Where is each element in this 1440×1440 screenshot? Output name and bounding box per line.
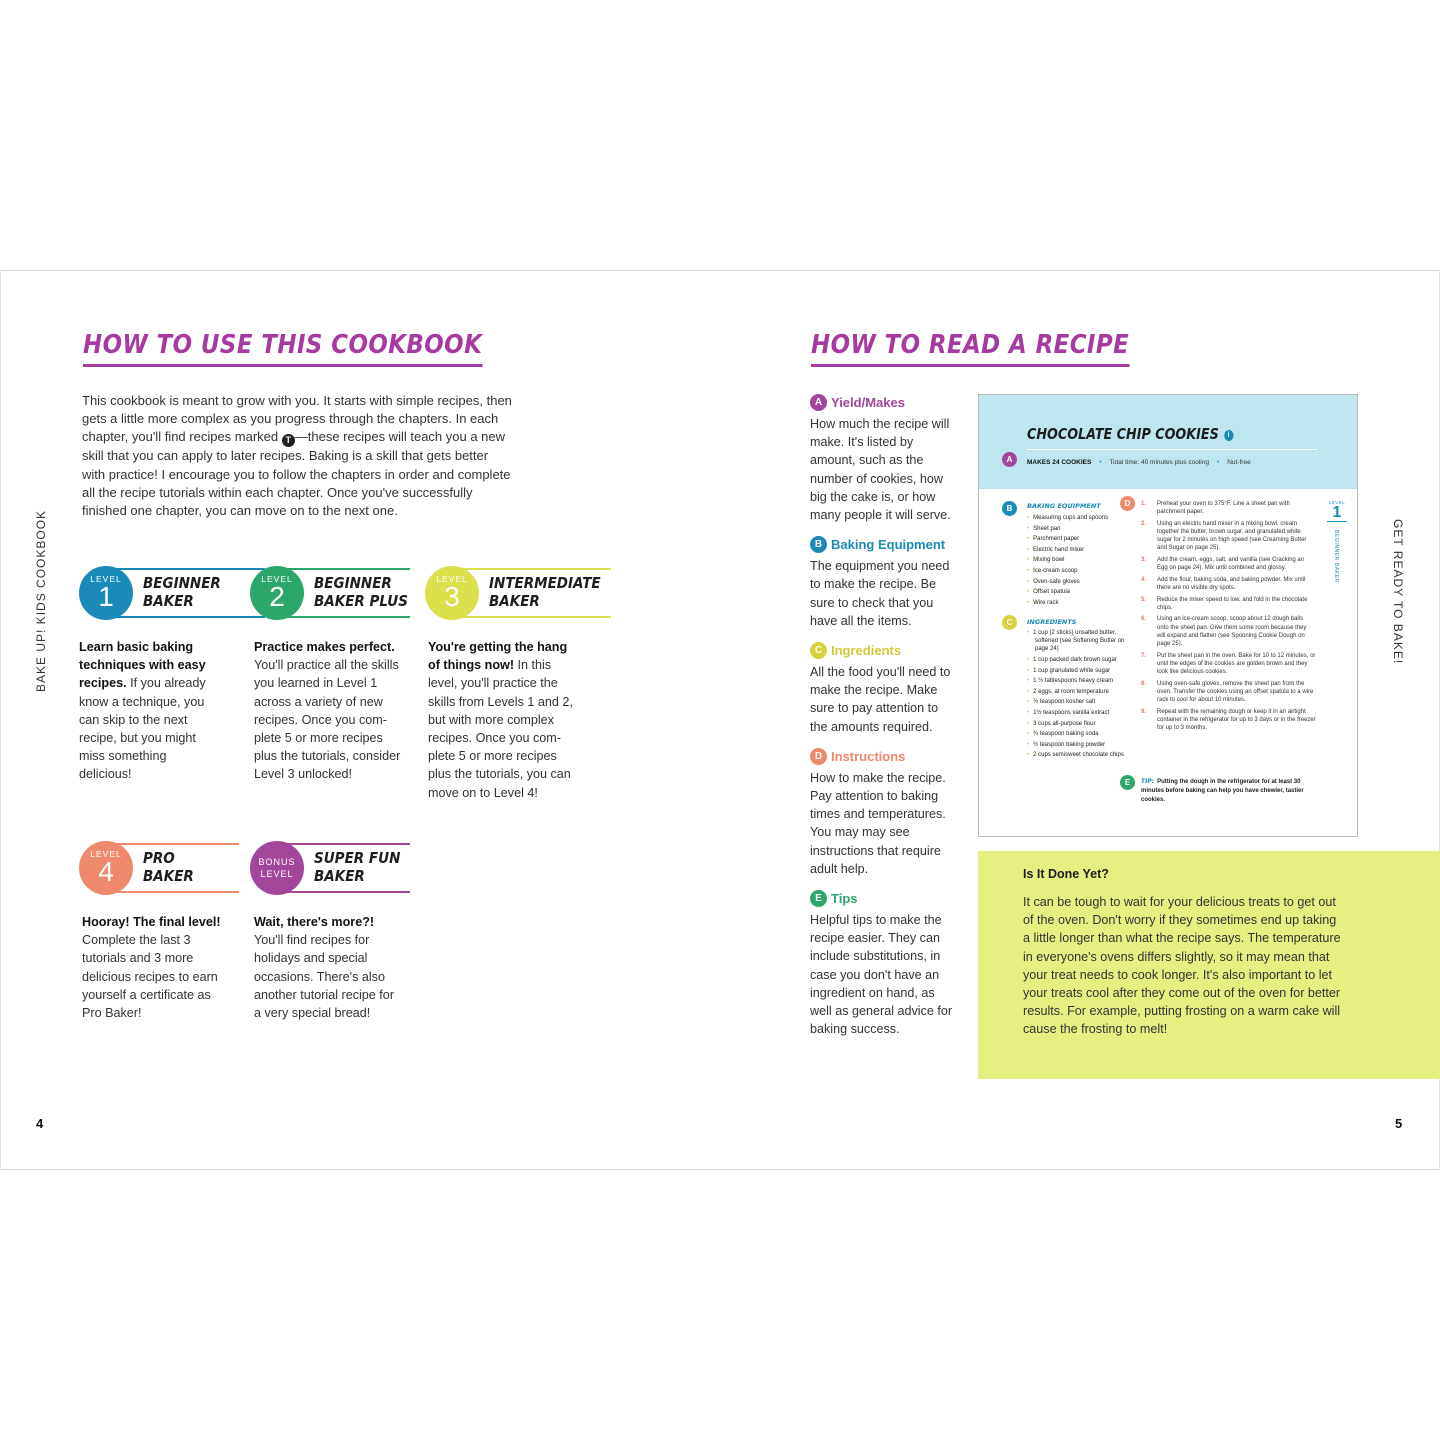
- level-4-title: [143, 849, 194, 885]
- bonus-level-title-line-1: SUPER FUN: [314, 849, 401, 867]
- equipment-item: • Mixing bowl: [1035, 555, 1125, 566]
- recipe-title-rule: [1027, 449, 1317, 450]
- step-text: Put the sheet pan in the oven. Bake for 10 to 12 minutes, or until the edges of the cookies are golden brown and they look like delicious cookies.: [1157, 652, 1316, 675]
- letter-e-icon: E: [810, 890, 827, 907]
- recipe-diet: Nut-free: [1227, 459, 1251, 466]
- level-2-number: 2: [269, 581, 285, 612]
- tutorial-info-icon: i: [1224, 430, 1233, 441]
- meta-separator-dot: •: [1099, 459, 1102, 466]
- step-text: Repeat with the remaining dough or keep it in an airtight container in the refrigerator for up to 3 days or in the freezer for up to 3 months.: [1157, 708, 1316, 731]
- recipe-parts-list: [810, 394, 960, 1050]
- recipe-meta: [1027, 459, 1251, 466]
- step-text: Add the cream, eggs, salt, and vanilla (see Cracking an Egg on page 24). Mix until combined and glossy.: [1157, 557, 1305, 572]
- step-number: 6.: [1141, 616, 1147, 623]
- level-1-body: If you already know a technique, you can skip to the next recipe, but you might miss something delicious!: [79, 676, 206, 782]
- step-number: 8.: [1141, 680, 1147, 687]
- instruction-step: [1141, 680, 1316, 705]
- level-1-title-line-2: BAKER: [143, 592, 194, 610]
- bonus-level-title: [314, 849, 400, 885]
- part-tips-text: Helpful tips to make the recipe easier. They can include substitutions, in case you don't have an ingredient on hand, as well as general advice for baking success.: [810, 913, 953, 1037]
- left-page-number: 4: [36, 1116, 44, 1131]
- level-4-tag: LEVEL: [90, 849, 122, 859]
- part-ingredients-title: Ingredients: [831, 643, 902, 659]
- level-2-title: [314, 574, 408, 610]
- recipe-yield: MAKES 24 COOKIES: [1027, 459, 1092, 466]
- ingredient-item: • ½ teaspoon baking powder: [1035, 741, 1131, 749]
- level-4-title-line-2: BAKER: [143, 867, 194, 885]
- part-ingredients-text: All the food you'll need to make the recipe. Make sure to pay attention to the amounts required.: [810, 665, 951, 734]
- equipment-heading: BAKING EQUIPMENT: [1027, 502, 1101, 510]
- step-number: 3.: [1141, 557, 1147, 563]
- tutorial-mark-icon: T: [282, 434, 295, 447]
- level-4-number: 4: [98, 856, 114, 887]
- instruction-step: [1141, 520, 1316, 553]
- step-text: Reduce the mixer speed to low, and fold in the chocolate chips.: [1157, 596, 1308, 611]
- part-yield-text: How much the recipe will make. It's listed by amount, such as the number of cookies, how big the cake is, or how many people it will serve.: [810, 417, 951, 523]
- right-page-heading: HOW TO READ A RECIPE: [811, 330, 1129, 367]
- level-3-number: 3: [444, 581, 460, 612]
- level-3-badge: [425, 566, 479, 620]
- ingredient-item: • 1 ½ tablespoons heavy cream: [1035, 677, 1131, 685]
- equipment-item: • Ice-cream scoop: [1035, 566, 1125, 577]
- level-1-lead: Learn basic baking techniques with easy recipes.: [79, 640, 206, 691]
- level-4-body: Complete the last 3 tutorials and 3 more delicious recipes to earn yourself a certificate as Pro Baker!: [82, 933, 218, 1021]
- bonus-level-tag-2: LEVEL: [260, 869, 294, 879]
- equipment-item: • Wire rack: [1035, 598, 1125, 609]
- equipment-item: • Oven-safe gloves: [1035, 577, 1125, 588]
- intro-text-end: —these recipes will teach you a new skill that you can apply to later recipes. Baking is a skill that gets better with practice! I encourage you to follow the chapters in order and complete all the recipe tutorials within each chapter. Once you've successfully finished one chapter, you can move on to the next one.: [82, 429, 511, 519]
- bonus-level-lead: Wait, there's more?!: [254, 915, 375, 929]
- level-2-title-line-1: BEGINNER: [314, 574, 392, 592]
- equipment-item: • Sheet pan: [1035, 524, 1125, 535]
- step-text: Using an ice-cream scoop, scoop about 12 dough balls onto the sheet pan. Give them some room because they will expand and flatten (see Spooning Cookie Dough on page 25).: [1157, 616, 1307, 647]
- part-yield: [810, 394, 960, 524]
- recipe-tip: [1141, 777, 1321, 805]
- equipment-list: [1035, 513, 1125, 608]
- recipe-level-tag: LEVEL: [1328, 500, 1346, 505]
- bonus-level-description: [254, 913, 404, 1022]
- recipe-level-name: BEGINNER BAKER: [1333, 530, 1339, 583]
- level-3-description: [428, 638, 578, 802]
- marker-b-icon: B: [1002, 501, 1017, 516]
- equipment-item: • Measuring cups and spoons: [1035, 513, 1125, 524]
- part-equipment: [810, 536, 960, 630]
- step-number: 2.: [1141, 520, 1147, 527]
- level-3-title-line-2: BAKER: [489, 592, 540, 610]
- left-page-heading: HOW TO USE THIS COOKBOOK: [83, 330, 482, 367]
- step-number: 1.: [1141, 501, 1147, 507]
- letter-b-icon: B: [810, 536, 827, 553]
- step-text: Preheat your oven to 375°F. Line a sheet pan with parchment paper.: [1157, 501, 1290, 516]
- recipe-title: [1027, 425, 1233, 443]
- part-yield-label: [810, 394, 960, 411]
- part-tips-label: [810, 890, 960, 907]
- part-equipment-title: Baking Equipment: [831, 537, 946, 553]
- done-yet-heading: Is It Done Yet?: [1023, 867, 1109, 881]
- equipment-item: • Offset spatula: [1035, 587, 1125, 598]
- recipe-title-text: CHOCOLATE CHIP COOKIES: [1027, 425, 1219, 443]
- level-1-description: [79, 638, 219, 784]
- part-ingredients: [810, 642, 960, 736]
- instruction-step: [1141, 500, 1316, 516]
- part-instructions-title: Instructions: [831, 748, 906, 764]
- level-4-title-line-1: PRO: [143, 849, 175, 867]
- step-text: Add the flour, baking soda, and baking powder. Mix until there are no visible dry spots.: [1157, 576, 1306, 591]
- ingredient-item: • 3 cups all-purpose flour: [1035, 720, 1131, 728]
- level-3-title-line-1: INTERMEDIATE: [489, 574, 601, 592]
- level-4-badge: [79, 841, 133, 895]
- marker-a-icon: A: [1002, 452, 1017, 467]
- step-text: Using oven-safe gloves, remove the sheet pan from the oven. Transfer the cookies using an offset spatula to a wire rack to cool for about 10 minutes.: [1157, 680, 1314, 703]
- step-text: Using an electric hand mixer in a mixing bowl, cream together the butter, brown sugar, and granulated white sugar for 2 minutes on high speed (see Creaming Butter and Sugar on page 25).: [1157, 520, 1307, 552]
- level-3-lead: You're getting the hang of things now!: [428, 640, 568, 673]
- recipe-tip-text: Putting the dough in the refrigerator for at least 30 minutes before baking can help you have chewier, tastier cookies.: [1141, 779, 1304, 803]
- level-3-tag: LEVEL: [436, 574, 468, 584]
- level-4-description: [82, 913, 232, 1022]
- part-instructions-label: [810, 748, 960, 765]
- bonus-level-title-line-2: BAKER: [314, 867, 365, 885]
- right-spine-title: GET READY TO BAKE!: [1391, 519, 1405, 665]
- instruction-step: [1141, 556, 1316, 572]
- bonus-level-badge: [250, 841, 304, 895]
- recipe-time: Total time: 40 minutes plus cooling: [1109, 459, 1209, 466]
- marker-d-icon: D: [1120, 496, 1135, 511]
- level-1-badge: [79, 566, 133, 620]
- ingredient-item: • ½ teaspoon kosher salt: [1035, 698, 1131, 706]
- ingredients-heading: INGREDIENTS: [1027, 618, 1077, 626]
- left-spine-title: BAKE UP! KIDS COOKBOOK: [34, 509, 48, 692]
- level-2-description: [254, 638, 404, 784]
- equipment-item: • Parchment paper: [1035, 534, 1125, 545]
- part-yield-title: Yield/Makes: [831, 395, 905, 410]
- ingredient-item: • 2 cups semisweet chocolate chips: [1035, 751, 1131, 759]
- part-ingredients-label: [810, 642, 960, 659]
- part-equipment-label: [810, 536, 960, 553]
- step-number: 7.: [1141, 652, 1147, 659]
- ingredient-item: • ¾ teaspoon baking soda: [1035, 730, 1131, 738]
- step-number: 5.: [1141, 596, 1147, 603]
- ingredient-item: • 2 eggs, at room temperature: [1035, 688, 1131, 696]
- ingredient-item: • 1 cup granulated white sugar: [1035, 667, 1131, 675]
- part-instructions-text: How to make the recipe. Pay attention to baking times and temperatures. You may may see instructions that require adult help.: [810, 770, 946, 876]
- recipe-level-marker: [1327, 500, 1347, 583]
- part-equipment-text: The equipment you need to make the recipe. Be sure to check that you have all the items.: [810, 559, 950, 628]
- level-2-tag: LEVEL: [261, 574, 293, 584]
- part-tips-title: Tips: [831, 891, 858, 907]
- letter-a-icon: A: [810, 394, 827, 411]
- step-number: 9.: [1141, 708, 1147, 715]
- level-1-title: [143, 574, 221, 610]
- bonus-level-tag-1: BONUS: [258, 857, 296, 867]
- bonus-level-body: You'll find recipes for holidays and special occasions. There's also another tutorial recipe for a very special bread!: [254, 933, 395, 1021]
- part-instructions: [810, 748, 960, 878]
- recipe-level-number: 1: [1327, 505, 1347, 522]
- marker-c-icon: C: [1002, 615, 1017, 630]
- right-page-number: 5: [1395, 1116, 1403, 1131]
- sample-recipe-page: [978, 394, 1358, 837]
- equipment-item: • Electric hand mixer: [1035, 545, 1125, 556]
- done-yet-sidebar: [978, 851, 1440, 1079]
- instruction-step: [1141, 615, 1316, 648]
- instruction-step: [1141, 708, 1316, 733]
- meta-separator-dot: •: [1216, 459, 1220, 466]
- instructions-list: [1141, 500, 1316, 736]
- level-3-body: In this level, you'll practice the skills from Levels 1 and 2, but with more complex recipes. Once you complete 5 or more recipes plus the tutorials, you can move on to Level 4!: [428, 658, 573, 800]
- ingredients-list: [1035, 629, 1131, 762]
- part-tips: [810, 890, 960, 1038]
- done-yet-text: It can be tough to wait for your delicious treats to get out of the oven. Don't worry if they sometimes end up taking a little longer than what the recipe says. The temperature in everyone's ovens differs slightly, so it may mean that your treat needs to cook longer. It's also important to let your treats cool after they come out of the oven for better results. For example, putting frosting on a warm cake will cause the frosting to melt!: [1023, 895, 1341, 1037]
- instruction-step: [1141, 596, 1316, 612]
- level-3-title: [489, 574, 601, 610]
- level-2-title-line-2: BAKER PLUS: [314, 592, 408, 610]
- level-2-badge: [250, 566, 304, 620]
- intro-paragraph: [82, 392, 512, 520]
- intro-text-start: This cookbook is meant to grow with you. It starts with simple recipes, then gets a little more complex as you progress through the chapters. In each chapter, you'll find recipes marked: [82, 393, 512, 445]
- ingredient-item: • 1½ teaspoons vanilla extract: [1035, 709, 1131, 717]
- level-2-body: You'll practice all the skills you learned in Level 1 across a variety of new recipes. Once you complete 5 or more recipes plus the tutorials, consider Level 3 unlocked!: [254, 658, 401, 782]
- letter-d-icon: D: [810, 748, 827, 765]
- ingredient-item: • 1 cup (2 sticks) unsalted butter, softened (see Softening Butter on page 24): [1035, 629, 1131, 654]
- instruction-step: [1141, 576, 1316, 592]
- ingredient-item: • 1 cup packed dark brown sugar: [1035, 656, 1131, 664]
- level-4-lead: Hooray! The final level!: [82, 915, 221, 929]
- level-1-tag: LEVEL: [90, 574, 122, 584]
- instruction-step: [1141, 652, 1316, 677]
- level-2-lead: Practice makes perfect.: [254, 640, 395, 654]
- marker-e-icon: E: [1120, 775, 1135, 790]
- level-1-title-line-1: BEGINNER: [143, 574, 221, 592]
- letter-c-icon: C: [810, 642, 827, 659]
- recipe-tip-label: TIP:: [1141, 778, 1155, 785]
- step-number: 4.: [1141, 576, 1147, 583]
- level-1-number: 1: [98, 581, 114, 612]
